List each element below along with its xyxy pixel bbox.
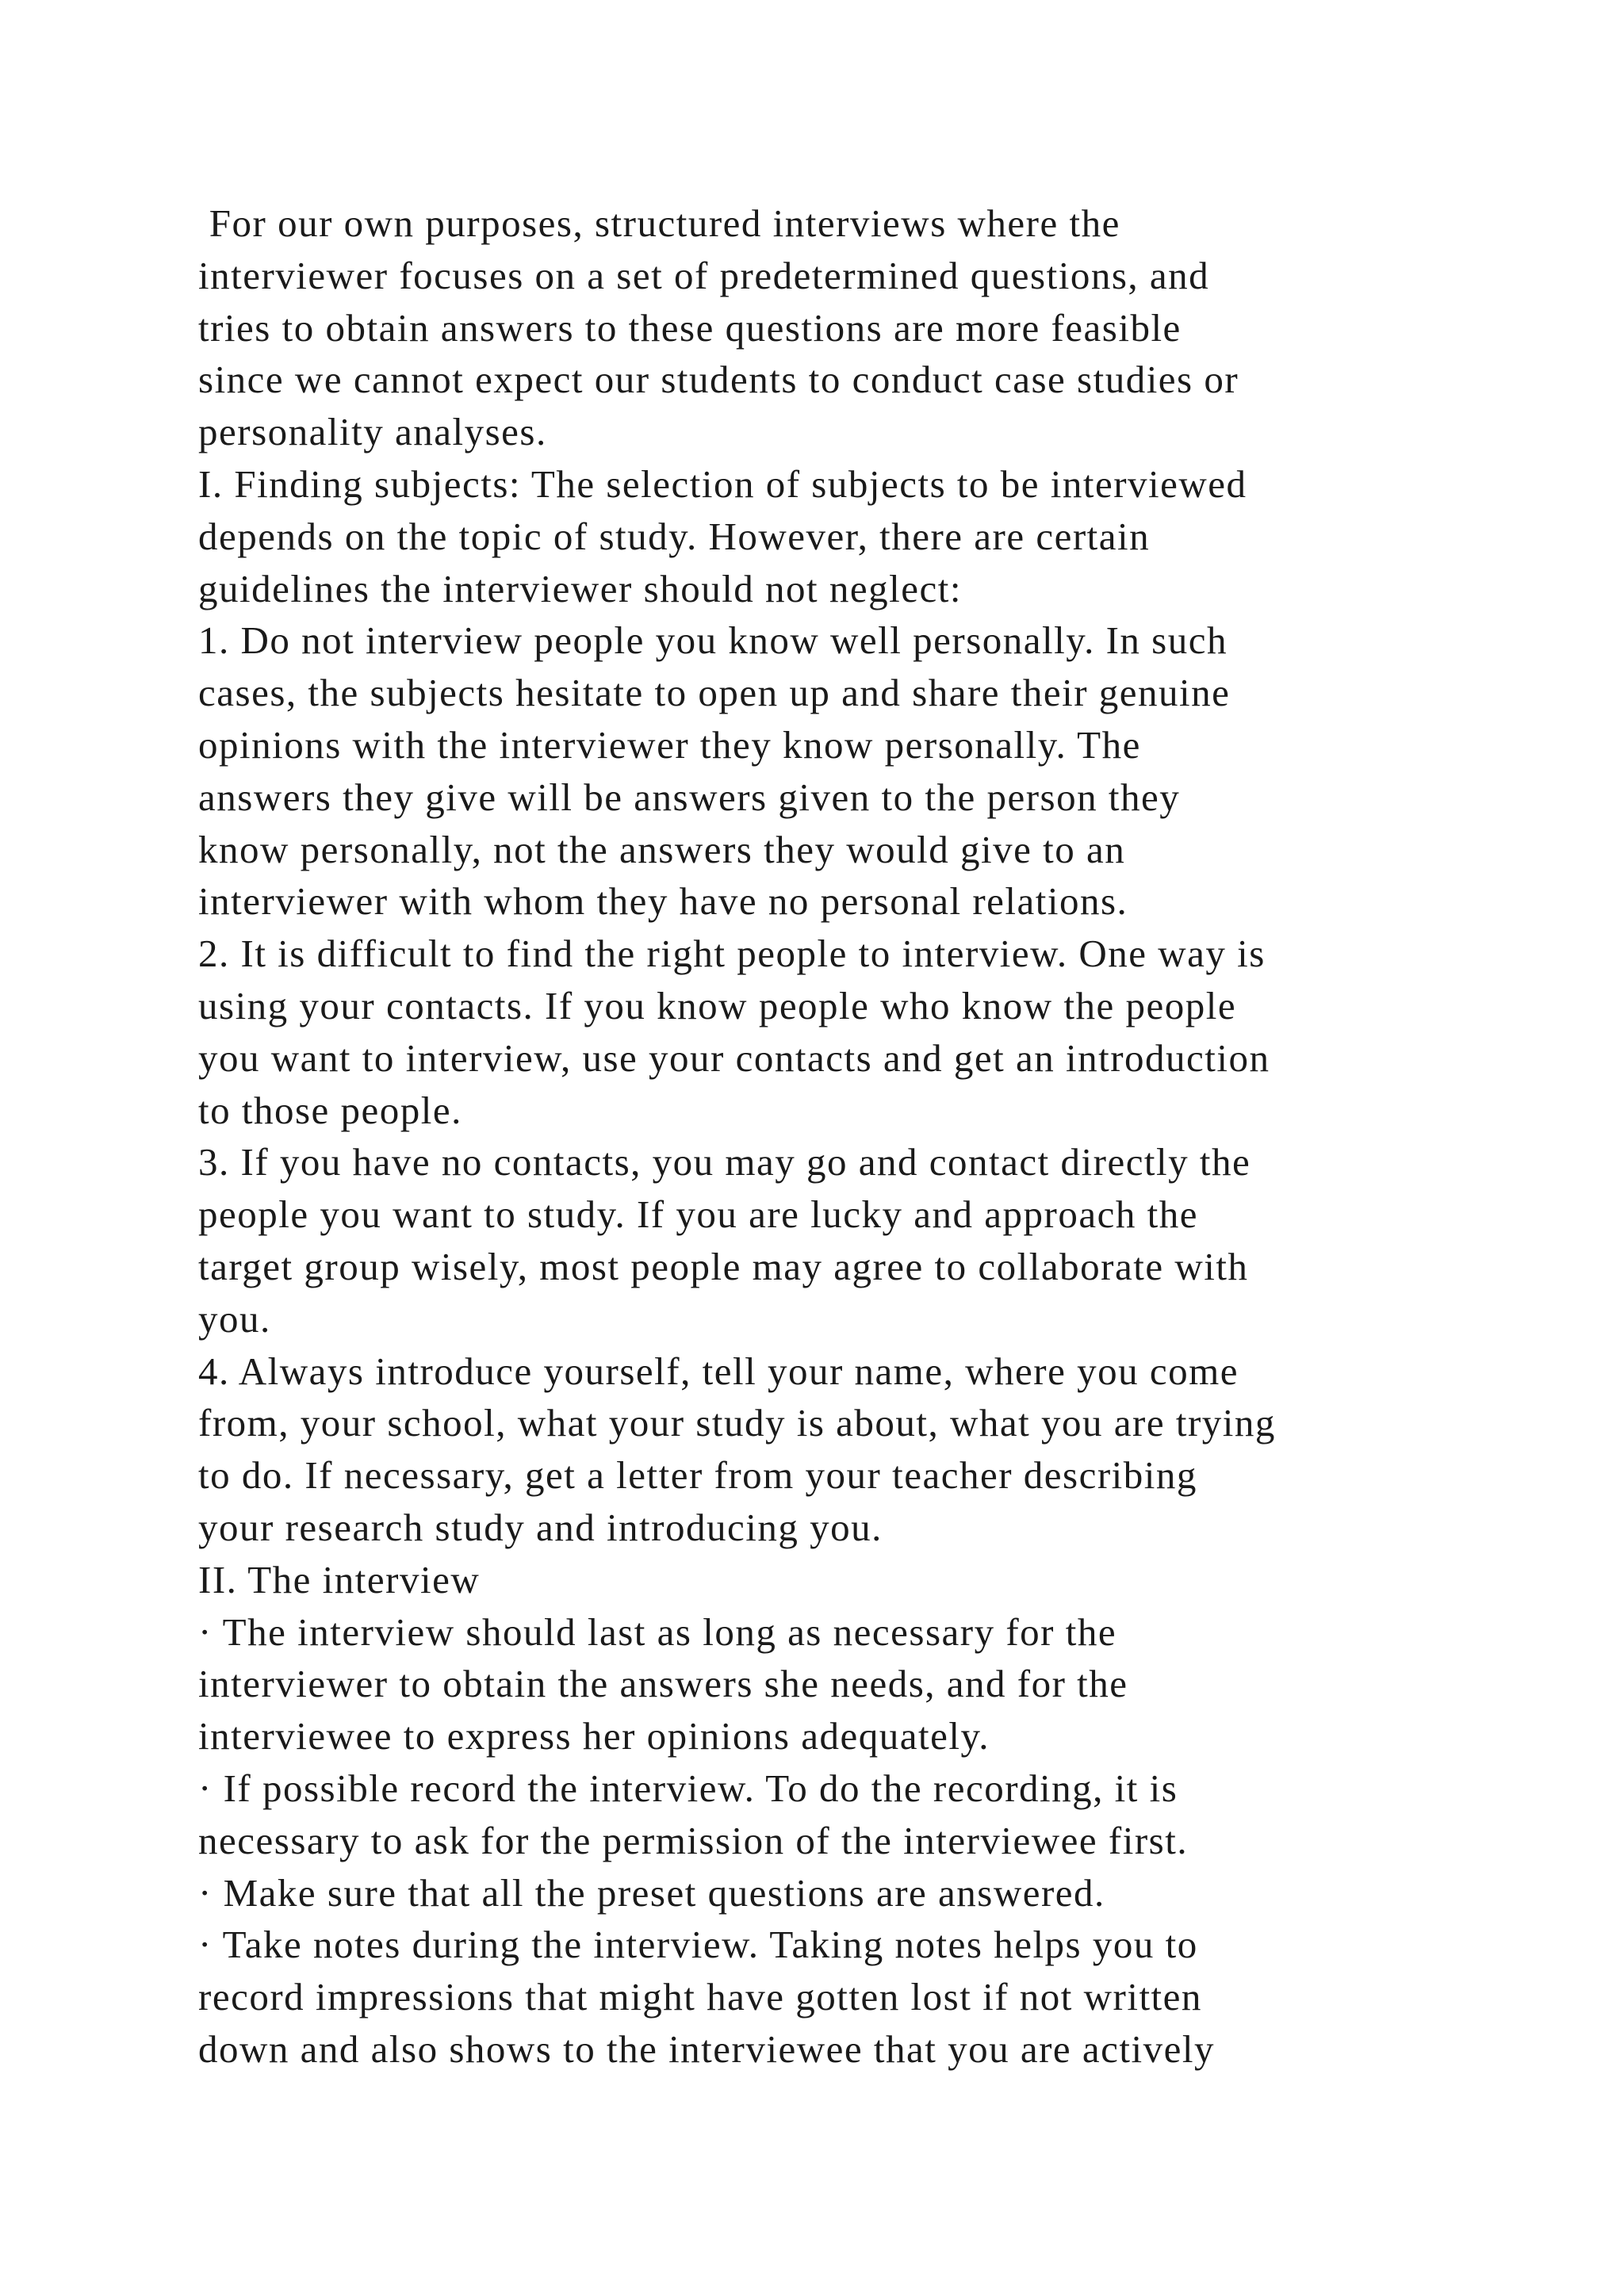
list-item-line: 4. Always introduce yourself, tell your name, where you come — [198, 1349, 1239, 1393]
bullet-item-line: · Make sure that all the preset questions are answered. — [198, 1870, 1105, 1915]
text-line: you want to interview, use your contacts and get an introduction — [198, 1035, 1270, 1080]
text-line: you. — [198, 1296, 271, 1341]
text-line: your research study and introducing you. — [198, 1505, 883, 1549]
bullet-item-line: · Take notes during the interview. Taking notes helps you to — [198, 1923, 1198, 1967]
bullet-item-line: · If possible record the interview. To do the recording, it is — [198, 1766, 1178, 1810]
text-line: to those people. — [198, 1088, 462, 1132]
text-line: interviewee to express her opinions adequately. — [198, 1714, 990, 1758]
text-line: necessary to ask for the permission of the interviewee first. — [198, 1818, 1189, 1862]
list-item-line: 3. If you have no contacts, you may go and contact directly the — [198, 1140, 1251, 1184]
text-line: interviewer to obtain the answers she needs, and for the — [198, 1662, 1128, 1706]
text-line: personality analyses. — [198, 410, 547, 454]
text-line: guidelines the interviewer should not neglect: — [198, 566, 963, 610]
document-body — [198, 197, 1546, 2076]
text-line: target group wisely, most people may agree to collaborate with — [198, 1244, 1249, 1288]
text-line: know personally, not the answers they would give to an — [198, 827, 1126, 871]
section-heading-line: II. The interview — [198, 1557, 481, 1601]
text-line: down and also shows to the interviewee that you are actively — [198, 2026, 1215, 2071]
text-line: depends on the topic of study. However, there are certain — [198, 514, 1151, 558]
text-line: using your contacts. If you know people who know the people — [198, 983, 1237, 1027]
text-line: tries to obtain answers to these questions are more feasible — [198, 305, 1182, 350]
text-line: For our own purposes, structured interviews where the — [198, 201, 1120, 245]
bullet-item-line: · The interview should last as long as necessary for the — [198, 1609, 1117, 1654]
section-heading-line: I. Finding subjects: The selection of subjects to be interviewed — [198, 461, 1247, 506]
text-line: people you want to study. If you are lucky and approach the — [198, 1192, 1198, 1237]
text-line: cases, the subjects hesitate to open up and share their genuine — [198, 671, 1231, 715]
list-item-line: 1. Do not interview people you know well personally. In such — [198, 618, 1228, 663]
text-line: interviewer focuses on a set of predetermined questions, and — [198, 253, 1210, 297]
text-line: from, your school, what your study is about, what you are trying — [198, 1401, 1276, 1445]
text-line: answers they give will be answers given to the person they — [198, 775, 1181, 819]
text-line: interviewer with whom they have no personal relations. — [198, 879, 1128, 924]
text-line: record impressions that might have gotten lost if not written — [198, 1975, 1202, 2019]
text-line: to do. If necessary, get a letter from your teacher describing — [198, 1453, 1197, 1498]
text-line: since we cannot expect our students to conduct case studies or — [198, 358, 1239, 402]
list-item-line: 2. It is difficult to find the right people to interview. One way is — [198, 932, 1266, 976]
text-line: opinions with the interviewer they know personally. The — [198, 722, 1141, 767]
